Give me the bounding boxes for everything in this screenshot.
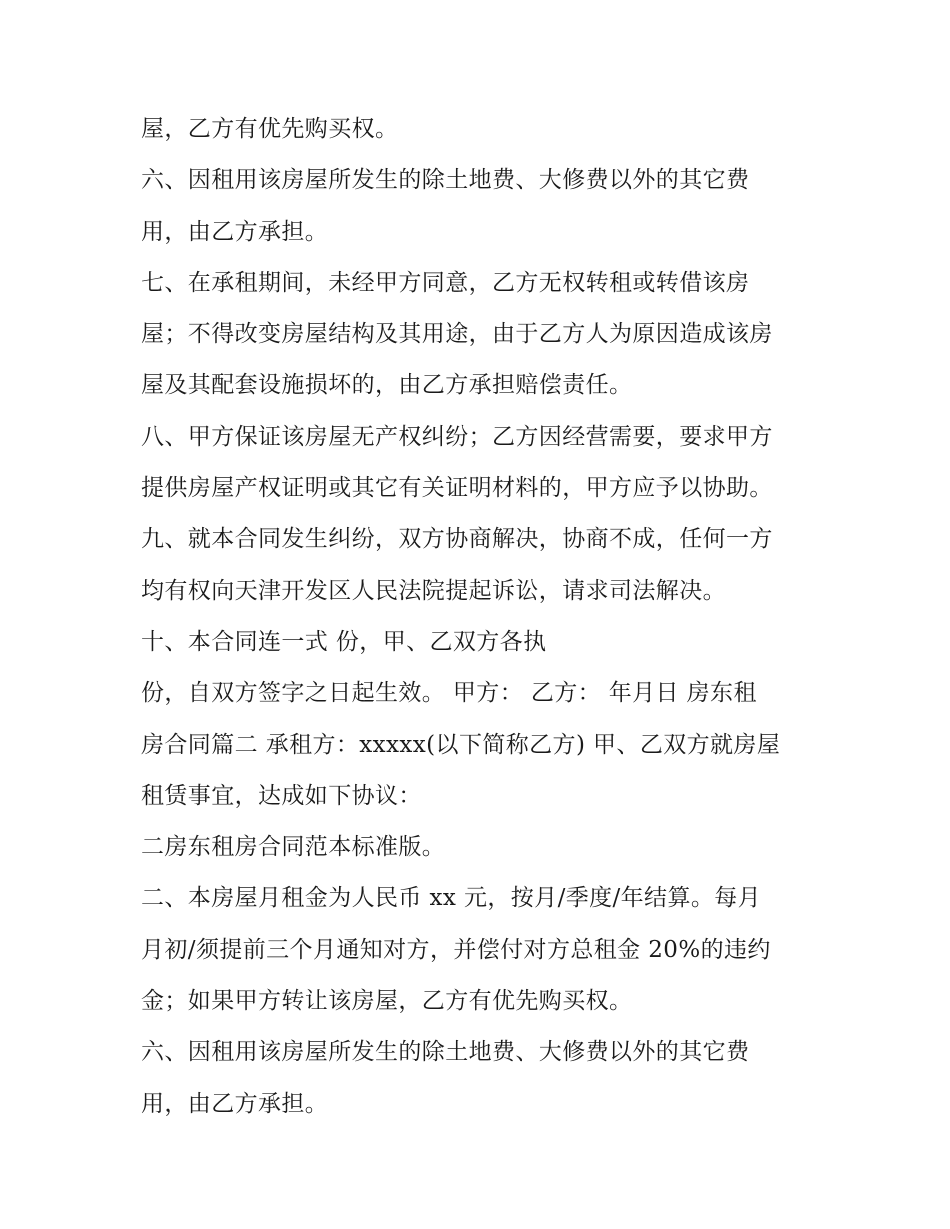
text-line: 用，由乙方承担。 <box>141 218 329 245</box>
text-line: 六、因租用该房屋所发生的除土地费、大修费以外的其它费 <box>141 1039 750 1066</box>
text-line: 屋；不得改变房屋结构及其用途，由于乙方人为原因造成该房 <box>141 321 773 348</box>
text-line: 六、因租用该房屋所发生的除土地费、大修费以外的其它费 <box>141 167 750 194</box>
text-line: 份，自双方签字之日起生效。 甲方： 乙方： 年月日 房东租 <box>141 680 757 707</box>
text-line: 用，由乙方承担。 <box>141 1090 329 1117</box>
text-line: 十、本合同连一式 份，甲、乙双方各执 <box>141 628 547 655</box>
text-line: 租赁事宜，达成如下协议： <box>141 782 422 809</box>
text-line: 七、在承租期间，未经甲方同意，乙方无权转租或转借该房 <box>141 269 750 296</box>
text-line: 九、就本合同发生纠纷，双方协商解决，协商不成，任何一方 <box>141 526 773 553</box>
text-line: 均有权向天津开发区人民法院提起诉讼，请求司法解决。 <box>141 577 726 604</box>
text-line: 屋及其配套设施损坏的，由乙方承担赔偿责任。 <box>141 372 633 399</box>
document-body <box>141 104 821 1130</box>
text-line: 二、本房屋月租金为人民币 xx 元，按月/季度/年结算。每月 <box>141 885 762 912</box>
text-line: 八、甲方保证该房屋无产权纠纷；乙方因经营需要，要求甲方 <box>141 423 773 450</box>
text-line: 金；如果甲方转让该房屋，乙方有优先购买权。 <box>141 988 633 1015</box>
text-line: 屋，乙方有优先购买权。 <box>141 116 399 142</box>
text-line: 提供房屋产权证明或其它有关证明材料的，甲方应予以协助。 <box>141 475 773 502</box>
text-line: 月初/须提前三个月通知对方，并偿付对方总租金 20%的违约 <box>141 936 771 963</box>
text-line: 房合同篇二 承租方：xxxxx(以下简称乙方) 甲、乙双方就房屋 <box>141 731 781 758</box>
text-line: 二房东租房合同范本标准版。 <box>141 834 446 861</box>
